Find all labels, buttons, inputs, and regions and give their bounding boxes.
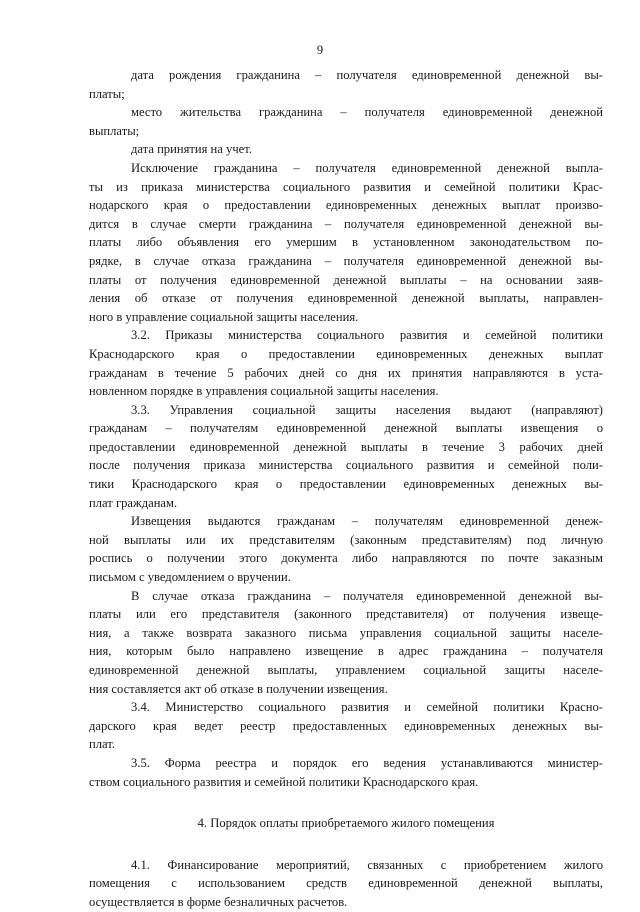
text-line: 4.1. Финансирование мероприятий, связанных с приобретением жилого [131,857,603,872]
paragraph [89,326,603,400]
text-line: помещения с использованием средств единовременной денежной выплаты, [89,876,603,891]
text-line: Извещения выдаются гражданам – получателям единовременной денеж- [131,514,603,529]
text-line: 3.2. Приказы министерства социального развития и семейной политики [131,328,603,343]
text-line: 3.5. Форма реестра и порядок его ведения устанавливаются министер- [131,755,603,770]
text-line: плат. [89,737,115,752]
spacer [89,791,603,814]
paragraph [89,401,603,513]
text-line: гражданам – получателям единовременной денежной выплаты извещения о [89,421,603,436]
section-4-text [89,856,603,912]
paragraph [89,159,603,326]
text-line: 3.4. Министерство социального развития и семейной политики Красно- [131,700,603,715]
paragraph [89,66,603,103]
text-line: платы либо объявления его умершим в установленном законодательством по- [89,235,603,250]
paragraph [89,587,603,699]
text-line: ты из приказа министерства социального развития и семейной политики Крас- [89,179,603,194]
text-line: место жительства гражданина – получателя единовременной денежной [131,105,603,120]
paragraph [89,103,603,140]
text-line: платы от получения единовременной денежной выплаты – на основании заяв- [89,272,603,287]
text-line: дата принятия на учет. [131,142,252,157]
text-line: ния составляется акт об отказе в получении извещения. [89,681,388,696]
text-line: 3.3. Управления социальной защиты населения выдают (направляют) [131,402,603,417]
text-line: ления об отказе от получения единовременной денежной выплаты, направлен- [89,291,603,306]
text-line: Краснодарского края о предоставлении единовременных денежных выплат [89,346,603,361]
text-line: выплаты; [89,123,140,138]
text-line: дится в случае смерти гражданина – получателя единовременной денежной вы- [89,216,603,231]
text-line: письмом с уведомлением о вручении. [89,570,291,585]
text-line: новленном порядке в управления социальной защиты населения. [89,384,439,399]
text-line: ния, а также возврата заказного письма управления социальной защиты населе- [89,625,603,640]
paragraph [89,140,603,159]
text-line: плат гражданам. [89,495,178,510]
text-line: платы; [89,86,125,101]
text-line: ния, которым было направлено извещение в адрес гражданина – получателя [89,644,603,659]
text-line: Исключение гражданина – получателя единовременной денежной выпла- [131,160,603,175]
text-line: дата рождения гражданина – получателя единовременной денежной вы- [131,68,603,82]
text-line: рядке, в случае отказа гражданина – получателя единовременной денежной вы- [89,253,603,268]
text-line: платы или его представителя (законного представителя) от получения извеще- [89,607,603,622]
spacer [89,833,603,856]
text-line: осуществляется в форме безналичных расчетов. [89,894,348,909]
text-line: роспись о получении этого документа либо направляются по почте заказным [89,551,603,566]
text-line: единовременной денежной выплаты, управлением социальной защиты населе- [89,663,603,677]
paragraph [89,856,603,912]
text-line: ной выплаты или их представителям (законным представителям) под личную [89,532,603,547]
text-line: ством социального развития и семейной политики Краснодарского края. [89,774,479,789]
text-line: предоставлении единовременной денежной выплаты в течение 3 рабочих дней [89,439,603,454]
text-line: ного в управление социальной защиты населения. [89,309,359,324]
paragraph [89,512,603,586]
paragraph [89,754,603,791]
page-number: 9 [316,43,324,57]
text-line: после получения приказа министерства социального развития и семейной поли- [89,458,603,473]
section-heading: 4. Порядок оплаты приобретаемого жилого помещения [197,816,495,831]
paragraph [89,698,603,754]
text-line: тики Краснодарского края о предоставлении единовременных денежных вы- [89,477,603,492]
document-body [89,66,603,912]
text-line: гражданам в течение 5 рабочих дней со дня их принятия направляются в уста- [89,365,603,380]
section-3-text [89,66,603,791]
text-line: нодарского края о предоставлении единовременных денежных выплат произво- [89,198,603,213]
text-line: В случае отказа гражданина – получателя единовременной денежной вы- [131,588,603,603]
text-line: дарского края ведет реестр предоставленных единовременных денежных вы- [89,718,603,733]
